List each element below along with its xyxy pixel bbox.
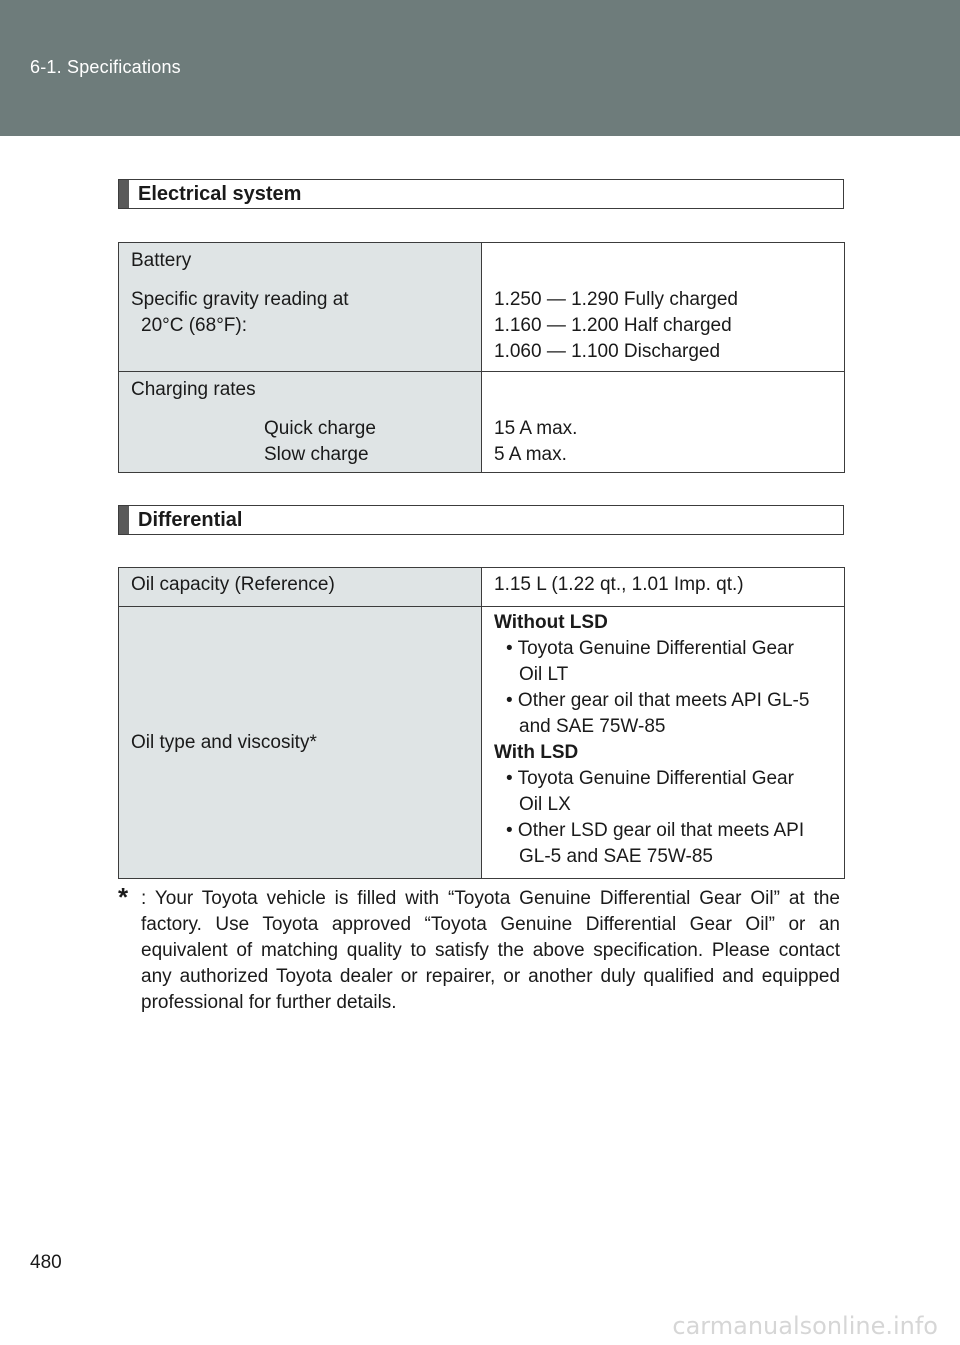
oil-type-value-cell [482,607,845,879]
charge-type: Slow charge [264,444,369,465]
section-title-text: Differential [138,509,243,531]
oil-type-label-cell [119,607,482,879]
charging-value-cell [482,372,845,473]
section-title-text: Electrical system [138,183,302,205]
gravity-label: Specific gravity reading at [131,289,349,310]
footnote [118,882,840,1016]
list-item-continuation: GL-5 and SAE 75W-85 [519,846,713,867]
capacity-value-cell [482,568,845,607]
charge-value: 15 A max. [494,418,578,439]
gravity-value: 1.250 — 1.290 Fully charged [494,289,738,310]
charge-type: Quick charge [264,418,376,439]
page-number: 480 [30,1252,62,1273]
section-breadcrumb: 6-1. Specifications [30,57,181,77]
list-item: • Other LSD gear oil that meets API [506,820,805,841]
electrical-table [118,242,845,473]
list-item-continuation: and SAE 75W-85 [519,716,666,737]
gravity-value-cell [482,243,845,372]
footnote-text: : Your Toyota vehicle is filled with “Toyota Genuine Differential Gear Oil” at the factory. Use Toyota approved “Toyota Genuine Differential Gear Oil” or an equivalent of matching quality to satisfy the above specification. Please contact any authorized Toyota dealer or repairer, or another duly qualified and equipped professional for further details. [141,888,840,1013]
section-title-differential [118,505,844,535]
gravity-value: 1.160 — 1.200 Half charged [494,315,732,336]
oil-type-label: Oil type and viscosity* [131,731,317,753]
list-item: • Other gear oil that meets API GL-5 [506,690,810,711]
table-row [119,607,845,879]
without-lsd-heading: Without LSD [494,612,608,633]
footnote-asterisk: * [118,882,129,912]
battery-label-cell [119,243,482,372]
charge-value: 5 A max. [494,444,567,465]
section-accent [119,180,129,208]
gravity-value: 1.060 — 1.100 Discharged [494,341,721,362]
charging-label: Charging rates [131,379,256,400]
capacity-value: 1.15 L (1.22 qt., 1.01 Imp. qt.) [494,574,744,595]
watermark: carmanualsonline.info [672,1312,938,1340]
table-row [119,372,845,473]
with-lsd-heading: With LSD [494,742,579,763]
table-row [119,243,845,372]
table-row [119,568,845,607]
battery-label: Battery [131,250,192,271]
section-title-electrical [118,179,844,209]
section-accent [119,506,129,534]
list-item-continuation: Oil LX [519,794,571,815]
capacity-label-cell [119,568,482,607]
page-header [0,0,960,136]
differential-table [118,567,845,879]
charging-label-cell [119,372,482,473]
list-item: • Toyota Genuine Differential Gear [506,638,794,659]
list-item: • Toyota Genuine Differential Gear [506,768,794,789]
list-item-continuation: Oil LT [519,664,569,685]
gravity-temp-label: 20°C (68°F): [141,315,248,336]
capacity-label: Oil capacity (Reference) [131,574,335,595]
